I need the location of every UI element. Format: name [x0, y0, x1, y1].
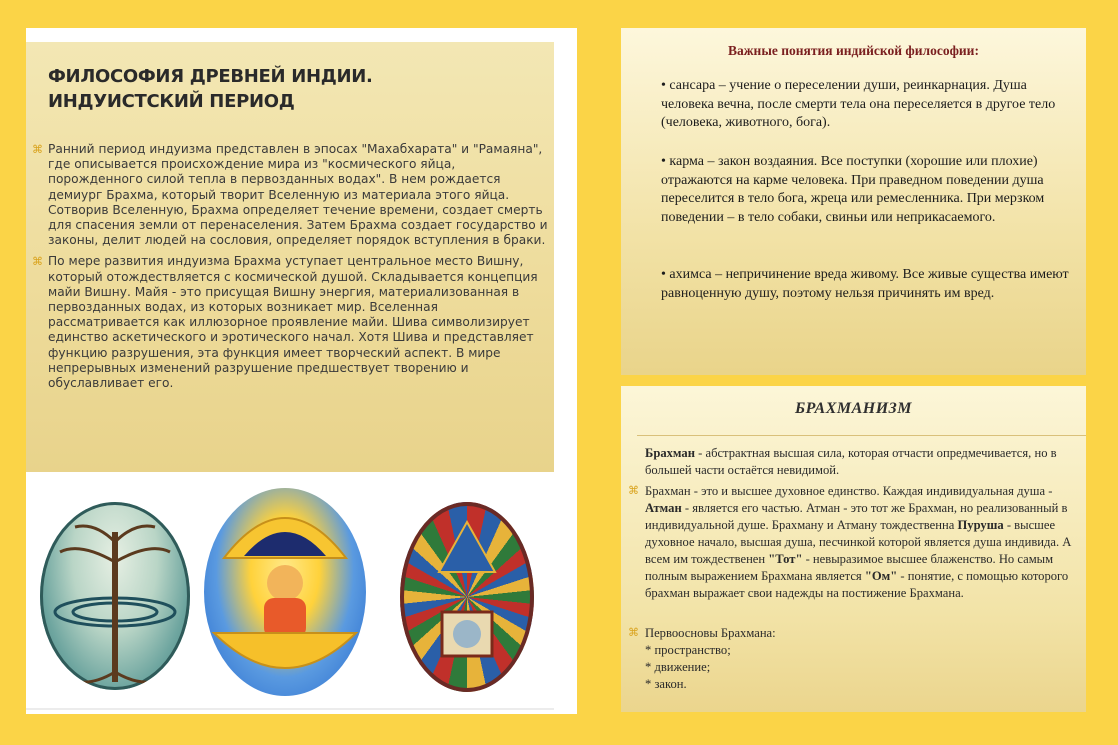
- foundations-list: [645, 642, 731, 693]
- list-item: * пространство;: [645, 643, 731, 657]
- concept-ahimsa: • ахимса – непричинение вреда живому. Все живые существа имеют равноценную душу, поэтому нельзя причинять им вред.: [661, 267, 1069, 301]
- left-slide-panel: [26, 28, 577, 714]
- brahmanism-title: БРАХМАНИЗМ: [794, 400, 913, 417]
- brahma-figure-icon: [204, 488, 366, 696]
- definition-text: - абстрактная высшая сила, которая отчасти опредмечивается, но в большей части остаётся невидимой.: [645, 446, 1057, 477]
- brahman-atman-paragraph: [628, 483, 1079, 602]
- text-part: - понятие, с помощью которого брахман выражает свои надежды на постижение Брахмана.: [645, 569, 1069, 600]
- slide-body: [32, 142, 548, 397]
- term-tot: "Тот": [768, 552, 803, 566]
- paragraph-text: По мере развития индуизма Брахма уступает центральное место Вишну, который отождествляется с космической душой. Складывается концепция майи Вишну. Майя - это присущая Вишну энергия, материализованная в первозданных водах, из которых возникает мир. Вселенная рассматривается как иллюзорное проявление майи. Шива символизирует единство аскетического и эротического начал. Хотя Шива и представляет функцию разрушения, эта функция имеет творческий аспект. В мире непрерывных изменений разрушение предшествует творению и обуславливает его.: [48, 254, 538, 391]
- brahma-golden-egg-image: [204, 488, 366, 696]
- title-rule: [637, 435, 1086, 436]
- title-line-2: ИНДУИСТСКИЙ ПЕРИОД: [48, 91, 295, 112]
- world-tree-icon: [40, 502, 190, 690]
- list-item: * движение;: [645, 660, 711, 674]
- bullet-star-icon: ⌘: [32, 255, 43, 269]
- brahman-definition: [645, 445, 1079, 479]
- foundations-heading: [628, 625, 1079, 642]
- concept-samsara: • сансара – учение о переселении души, реинкарнация. Душа человека вечна, после смерти тела она переселяется в другое тело (человека, животного, бога).: [661, 78, 1056, 131]
- heading-text: Первоосновы Брахмана:: [645, 626, 776, 640]
- term-brahman: Брахман: [645, 446, 695, 460]
- concept-karma: • карма – закон воздаяния. Все поступки (хорошие или плохие) отражаются на карме человека. При праведном поведении душа переселится в тело бога, жреца или ремесленника. При мерзком поведении – в тело собаки, свиньи или неприкасаемого.: [661, 154, 1045, 225]
- paragraph-vishnu: [32, 254, 548, 391]
- text-part: - высшее духовное начало, высшая душа, песчинкой которой является душа индивида. А всем им тождественен: [645, 518, 1072, 566]
- world-tree-egg-image: [40, 502, 190, 690]
- mandala-egg-image: [400, 502, 534, 692]
- paragraph-early-hinduism: [32, 142, 548, 248]
- term-purusha: Пуруша: [957, 518, 1004, 532]
- mandala-icon: [400, 502, 534, 692]
- brahmanism-slide: [621, 386, 1086, 712]
- list-item: * закон.: [645, 677, 687, 691]
- concepts-title: Важные понятия индийской философии:: [728, 43, 979, 58]
- text-part: - является его частью. Атман - это тот же Брахман, но реализованный в индивидуальной душе. Брахману и Атману тождественна: [645, 501, 1068, 532]
- bullet-star-icon: ⌘: [628, 627, 639, 639]
- hinduism-slide: [26, 42, 554, 472]
- title-line-1: ФИЛОСОФИЯ ДРЕВНЕЙ ИНДИИ.: [48, 66, 373, 87]
- bullet-star-icon: ⌘: [628, 485, 639, 497]
- bottom-divider: [26, 708, 554, 710]
- text-part: Брахман - это и высшее духовное единство. Каждая индивидуальная душа -: [645, 484, 1053, 498]
- paragraph-text: Ранний период индуизма представлен в эпосах "Махабхарата" и "Рамаяна", где описывается происхождение мира из "космического яйца, порожденного силой тепла в первозданных водах". В нем рождается демиург Брахма, который творит Вселенную из материала этого яйца. Сотворив Вселенную, Брахма определяет течение времени, создает смерть для спасения земли от перенаселения. Затем Брахма создает государство и законы, делит людей на сословия, определяет порядок вступления в браки.: [48, 142, 548, 248]
- slide-title: [48, 64, 373, 114]
- illustrations-row: [26, 488, 554, 706]
- concepts-slide: [621, 28, 1086, 375]
- term-atman: Атман: [645, 501, 682, 515]
- text-part: - невыразимое высшее блаженство. Но самым полным выражением Брахмана является: [645, 552, 1054, 583]
- bullet-star-icon: ⌘: [32, 143, 43, 156]
- term-om: "Ом": [864, 569, 898, 583]
